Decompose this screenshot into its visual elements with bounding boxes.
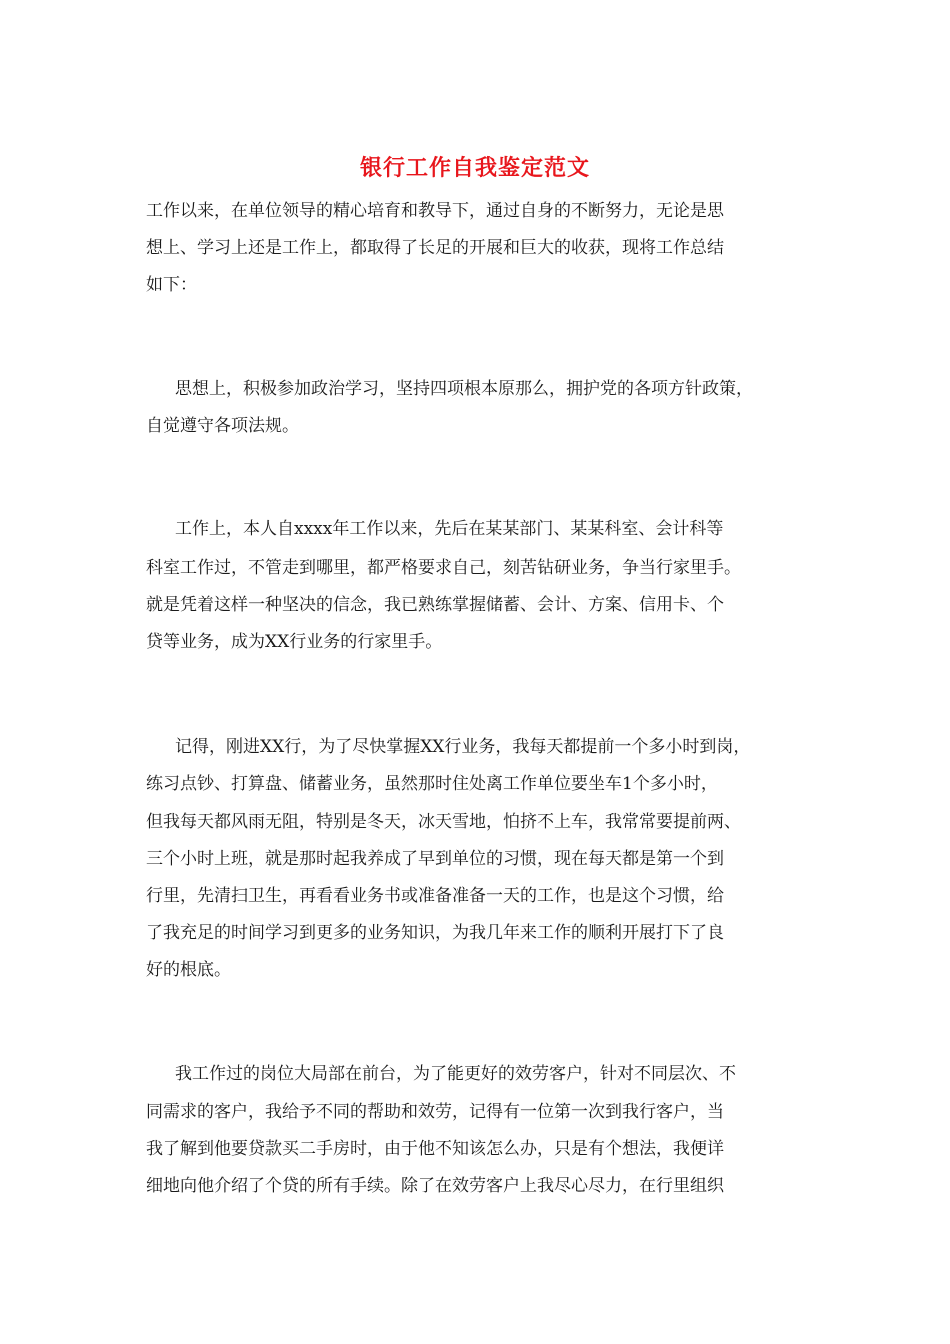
text-line: 好的根底。 [146, 960, 231, 980]
text-line: 行里，先清扫卫生，再看看业务书或准备准备一天的工作，也是这个习惯，给 [146, 886, 724, 906]
text-line: 贷等业务，成为XX行业务的行家里手。 [146, 632, 443, 652]
text-line: 记得，刚进XX行，为了尽快掌握XX行业务，我每天都提前一个多小时到岗， [175, 737, 751, 757]
text-line: 想上、学习上还是工作上，都取得了长足的开展和巨大的收获，现将工作总结 [146, 238, 724, 258]
text-line: 工作上，本人自xxxx年工作以来，先后在某某部门、某某科室、会计科等 [175, 519, 724, 539]
text-line: 工作以来，在单位领导的精心培育和教导下，通过自身的不断努力，无论是思 [146, 201, 724, 221]
document-title: 银行工作自我鉴定范文 [359, 155, 590, 181]
text-line: 三个小时上班，就是那时起我养成了早到单位的习惯，现在每天都是第一个到 [146, 849, 724, 869]
text-line: 但我每天都风雨无阻，特别是冬天，冰天雪地，怕挤不上车，我常常要提前两、 [146, 812, 741, 832]
text-line: 思想上，积极参加政治学习，坚持四项根本原那么，拥护党的各项方针政策， [175, 379, 753, 399]
text-line: 就是凭着这样一种坚决的信念，我已熟练掌握储蓄、会计、方案、信用卡、个 [146, 595, 724, 615]
text-line: 如下： [146, 275, 197, 295]
text-line: 我工作过的岗位大局部在前台，为了能更好的效劳客户，针对不同层次、不 [175, 1064, 736, 1084]
text-line: 练习点钞、打算盘、储蓄业务，虽然那时住处离工作单位要坐车1个多小时， [146, 774, 718, 794]
text-line: 同需求的客户，我给予不同的帮助和效劳，记得有一位第一次到我行客户，当 [146, 1102, 724, 1122]
text-line: 了我充足的时间学习到更多的业务知识，为我几年来工作的顺利开展打下了良 [146, 923, 724, 943]
text-line: 自觉遵守各项法规。 [146, 416, 299, 436]
text-line: 科室工作过，不管走到哪里，都严格要求自己，刻苦钻研业务，争当行家里手。 [146, 558, 741, 578]
text-line: 细地向他介绍了个贷的所有手续。除了在效劳客户上我尽心尽力，在行里组织 [146, 1176, 724, 1196]
text-line: 我了解到他要贷款买二手房时，由于他不知该怎么办，只是有个想法，我便详 [146, 1139, 724, 1159]
